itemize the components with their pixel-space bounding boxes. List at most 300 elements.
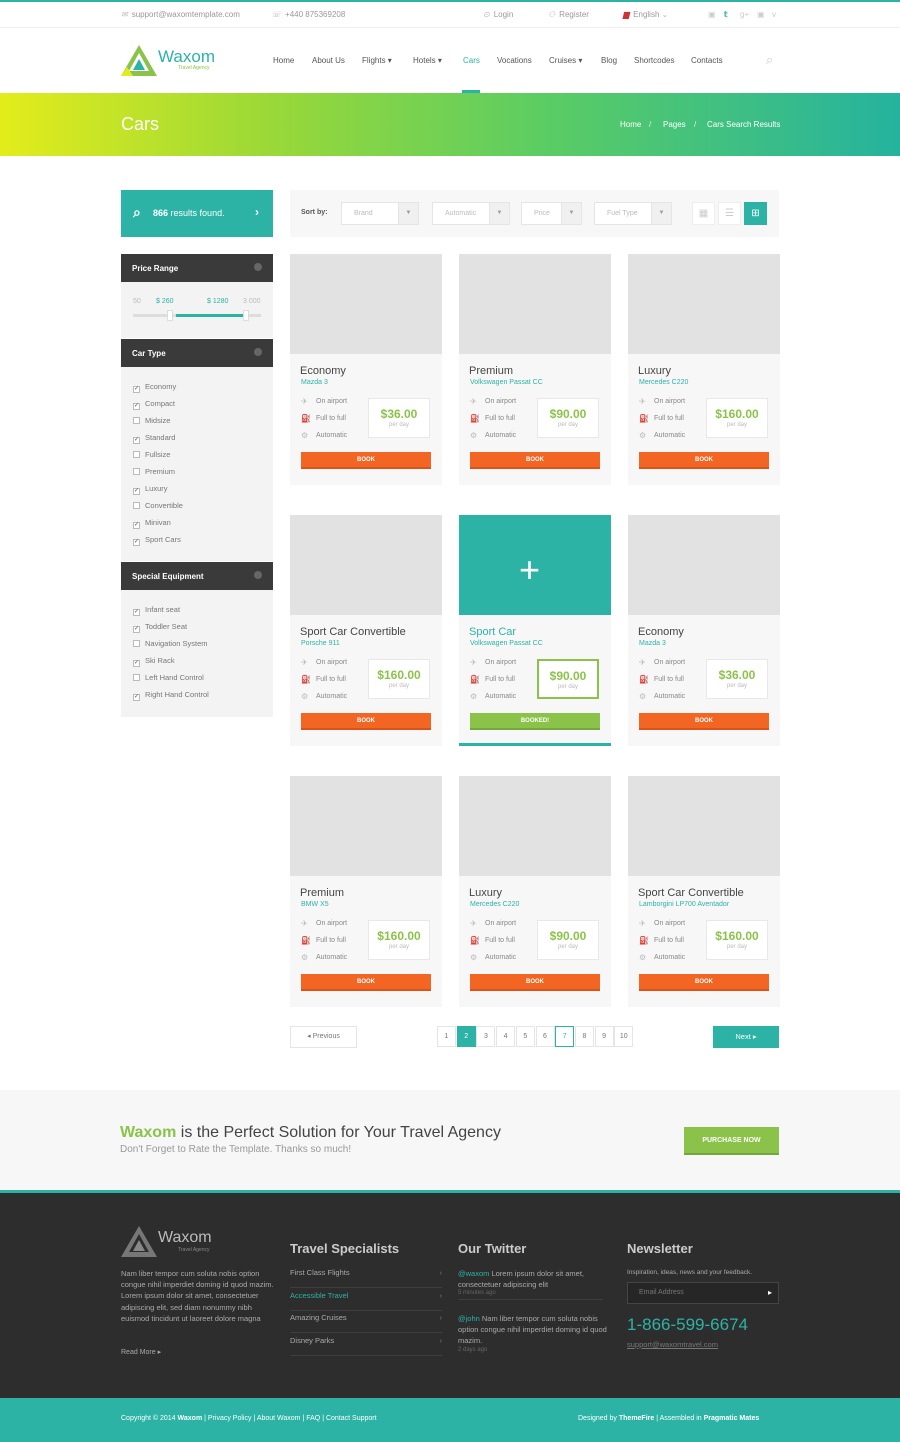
mail-icon: ✉ [121, 10, 128, 19]
nav-shortcodes[interactable]: Shortcodes [634, 56, 675, 65]
car-image[interactable] [459, 515, 611, 615]
per-day-label: per day [557, 944, 578, 950]
nav-hotels[interactable]: Hotels ▾ [413, 56, 442, 65]
page-number-button[interactable]: 4 [496, 1026, 515, 1047]
filter-option[interactable] [133, 467, 175, 476]
car-feature: On airport [485, 659, 517, 666]
grid-view-button[interactable]: ⊞ [744, 202, 767, 225]
chevron-left-icon: ◂ [307, 1033, 313, 1040]
filter-option-label: Minivan [145, 518, 171, 527]
filter-option[interactable] [133, 535, 181, 546]
price-select-value: Price [534, 210, 550, 217]
collapse-icon[interactable] [254, 263, 262, 271]
chevron-right-icon: › [439, 1290, 442, 1300]
specialists-title: Travel Specialists [290, 1241, 400, 1256]
fuel-type-select[interactable] [594, 202, 672, 225]
logo-tagline: Travel Agency [178, 65, 210, 71]
breadcrumb-pages[interactable]: Pages [663, 120, 686, 129]
nav-blog[interactable]: Blog [601, 56, 618, 65]
car-name[interactable]: Luxury [638, 365, 672, 377]
divider [458, 1299, 603, 1300]
bottom-left: Copyright © 2014 Waxom | Privacy Policy | About Waxom | FAQ | Contact Support [121, 1415, 377, 1422]
specialist-link[interactable] [290, 1336, 442, 1356]
filter-option[interactable] [133, 416, 170, 425]
filter-option[interactable] [133, 433, 175, 444]
gear-icon: ⚙ [639, 953, 647, 962]
filter-option[interactable] [133, 639, 208, 648]
contact-support-link[interactable]: Contact Support [325, 1415, 377, 1422]
checkbox-unchecked[interactable] [133, 468, 140, 475]
per-day-label: per day [557, 684, 578, 690]
filter-option[interactable] [133, 484, 168, 495]
specialist-label: Disney Parks [290, 1335, 335, 1345]
phone-icon: ☏ [271, 10, 282, 19]
per-day-label: per day [726, 422, 747, 428]
price-slider-handle-high[interactable] [243, 310, 249, 321]
newsletter-text: Inspiration, ideas, news and your feedback. [627, 1269, 753, 1276]
page-number-button[interactable]: 10 [614, 1026, 633, 1047]
car-model: Volkswagen Passat CC [470, 640, 543, 647]
designer-link[interactable]: ThemeFire [618, 1415, 655, 1422]
book-button[interactable]: BOOK [639, 974, 769, 991]
airplane-icon: ✈ [639, 397, 646, 406]
sort-label: Sort by: [301, 209, 328, 216]
checkbox-checked[interactable]: ✓ [134, 437, 140, 443]
tweet [458, 1268, 608, 1290]
car-price: $160.00 [377, 668, 421, 682]
fuel-icon: ⛽ [639, 936, 649, 945]
footer-phone: 1-866-599-6674 [627, 1315, 748, 1334]
bottom-bar [0, 1398, 900, 1442]
assembler-link[interactable]: Pragmatic Mates [703, 1415, 760, 1422]
filter-option-label: Premium [145, 467, 176, 476]
gear-icon: ⚙ [301, 431, 309, 440]
page-number-button[interactable]: 9 [595, 1026, 614, 1047]
fuel-icon: ⛽ [470, 414, 480, 423]
submit-arrow-icon[interactable]: ▸ [767, 1288, 772, 1297]
car-feature: On airport [316, 920, 348, 927]
car-feature: On airport [485, 398, 517, 405]
car-feature: On airport [654, 398, 686, 405]
footer-about-text: Nam liber tempor cum soluta nobis option congue nihil imperdiet doming id quod mazim. Lorem ipsum dolor sit amet, consectetuer adipiscing elit, sed diam nonummy nibh euismod tincidunt ut laoreet dolore magna [121, 1269, 274, 1323]
plus-icon[interactable]: + [519, 549, 541, 590]
car-model: Mazda 3 [639, 640, 666, 647]
car-image[interactable] [290, 515, 442, 615]
price-slider-fill [176, 314, 248, 317]
results-suffix: results found. [170, 208, 225, 218]
car-image[interactable] [628, 776, 780, 876]
checkbox-unchecked[interactable] [133, 451, 140, 458]
book-button[interactable]: BOOK [470, 452, 600, 469]
gear-icon: ⚙ [470, 953, 478, 962]
car-card[interactable] [628, 776, 780, 1007]
checkbox-checked[interactable]: ✓ [134, 626, 140, 632]
footer [0, 1190, 900, 1398]
collapse-icon[interactable] [254, 348, 262, 356]
car-card[interactable] [290, 776, 442, 1007]
car-feature: Automatic [316, 954, 348, 961]
cta-headline-text: is the Perfect Solution for Your Travel Agency [176, 1124, 501, 1141]
car-price: $90.00 [549, 669, 587, 683]
price-box [537, 659, 599, 699]
instagram-icon[interactable]: ▣ [757, 10, 765, 19]
car-card[interactable] [290, 515, 442, 746]
read-more-link[interactable] [121, 1348, 161, 1356]
price-select[interactable] [521, 202, 582, 225]
car-card[interactable] [459, 254, 611, 485]
collapse-icon[interactable] [254, 571, 262, 579]
fuel-icon: ⛽ [639, 675, 649, 684]
tweet-handle[interactable]: @waxom [458, 1269, 490, 1278]
car-feature: Automatic [654, 432, 686, 439]
filter-option-label: Toddler Seat [145, 622, 188, 631]
page-number-button[interactable]: 2 [457, 1026, 476, 1047]
car-feature: Automatic [485, 693, 517, 700]
page-number-button[interactable]: 8 [575, 1026, 594, 1047]
book-button[interactable]: BOOK [301, 452, 431, 469]
filter-option[interactable] [133, 605, 180, 616]
car-image[interactable] [628, 515, 780, 615]
fuel-icon: ⛽ [470, 936, 480, 945]
car-model: BMW X5 [301, 901, 329, 908]
airplane-icon: ✈ [470, 919, 477, 928]
car-feature: Automatic [654, 693, 686, 700]
brand-select-value: Brand [354, 210, 373, 217]
list-view-button[interactable]: ☰ [718, 202, 741, 225]
page-number-button[interactable]: 1 [437, 1026, 456, 1047]
book-button[interactable]: BOOK [639, 452, 769, 469]
newsletter-email-input[interactable] [627, 1282, 779, 1304]
car-card[interactable] [459, 776, 611, 1007]
chevron-down-icon: ▼ [398, 203, 418, 224]
car-model: Mercedes C220 [470, 901, 520, 908]
car-name[interactable]: Economy [638, 626, 684, 638]
topbar-email[interactable]: ✉ support@waxomtemplate.com [121, 10, 240, 19]
next-label: Next [735, 1032, 751, 1041]
car-feature: On airport [316, 659, 348, 666]
gear-icon: ⚙ [301, 953, 309, 962]
price-box [537, 398, 599, 438]
car-card[interactable] [290, 254, 442, 485]
page-number-button[interactable]: 7 [555, 1026, 574, 1047]
filter-option-label: Convertible [145, 501, 183, 510]
tweet-handle[interactable]: @john [458, 1314, 480, 1323]
twitter-title: Our Twitter [458, 1241, 527, 1256]
tweet-time: 5 minutes ago [458, 1290, 496, 1296]
car-image[interactable] [459, 254, 611, 354]
logo-icon[interactable] [121, 1226, 157, 1258]
book-button[interactable]: BOOK [470, 974, 600, 991]
per-day-label: per day [388, 944, 409, 950]
car-model: Mazda 3 [301, 379, 328, 386]
car-feature: Full to full [316, 415, 346, 422]
car-name[interactable]: Sport Car [469, 626, 517, 638]
tweet-text: Nam liber tempor cum soluta nobis option congue nihil imperdiet doming id quod mazim. [458, 1314, 607, 1345]
specialist-link[interactable] [290, 1268, 442, 1288]
checkbox-checked[interactable]: ✓ [134, 694, 140, 700]
price-high-value: $ 1280 [207, 298, 229, 305]
car-image[interactable] [628, 254, 780, 354]
car-model: Lamborgini LP700 Aventador [639, 901, 730, 908]
price-range-panel [121, 282, 273, 338]
price-box [706, 659, 768, 699]
next-page-button[interactable] [713, 1026, 779, 1048]
filter-option-label: Standard [145, 433, 176, 442]
car-feature: Automatic [654, 954, 686, 961]
copyright-brand: Waxom [177, 1415, 203, 1422]
search-icon[interactable]: ⌕ [766, 52, 774, 67]
price-box [368, 659, 430, 699]
filter-option-label: Fullsize [145, 450, 171, 459]
nav-vocations[interactable]: Vocations [497, 56, 532, 65]
per-day-label: per day [388, 422, 409, 428]
car-feature: Full to full [654, 415, 684, 422]
checkbox-unchecked[interactable] [133, 674, 140, 681]
language-select[interactable]: ▆ English ⌄ [623, 10, 669, 19]
fuel-icon: ⛽ [301, 936, 311, 945]
google-plus-icon[interactable]: g+ [740, 10, 750, 19]
car-type-title: Car Type [132, 349, 166, 358]
car-feature: Automatic [316, 432, 348, 439]
car-feature: Full to full [316, 937, 346, 944]
specialist-label: Amazing Cruises [290, 1313, 347, 1322]
specialist-link[interactable] [290, 1291, 442, 1311]
filter-option[interactable] [133, 382, 176, 393]
airplane-icon: ✈ [470, 658, 477, 667]
chevron-right-icon: › [439, 1335, 442, 1345]
special-equipment-panel [121, 590, 273, 717]
car-image[interactable] [459, 776, 611, 876]
car-feature: On airport [654, 659, 686, 666]
filter-option-label: Sport Cars [145, 535, 181, 544]
car-feature: Automatic [485, 954, 517, 961]
brand-select[interactable] [341, 202, 419, 225]
filter-option-label: Infant seat [145, 605, 181, 614]
checkbox-checked[interactable]: ✓ [134, 522, 140, 528]
login-link[interactable]: ⊙ Login [483, 10, 514, 19]
specialist-link[interactable] [290, 1313, 442, 1333]
per-day-label: per day [726, 683, 747, 689]
filter-option-label: Economy [145, 382, 177, 391]
active-card-underline [459, 743, 611, 746]
car-type-header[interactable] [121, 339, 273, 367]
car-name[interactable]: Premium [469, 365, 514, 377]
per-day-label: per day [726, 944, 747, 950]
car-feature: On airport [654, 920, 686, 927]
search-icon: ⌕ [133, 204, 141, 220]
assembled-in-label: Assembled in [659, 1415, 702, 1422]
vimeo-icon[interactable]: v [772, 10, 776, 19]
fuel-icon: ⛽ [301, 414, 311, 423]
car-price: $160.00 [715, 407, 759, 421]
filter-option-label: Compact [145, 399, 176, 408]
car-feature: On airport [485, 920, 517, 927]
transmission-select-value: Automatic [445, 210, 477, 217]
gear-icon: ⚙ [470, 692, 478, 701]
fuel-icon: ⛽ [301, 675, 311, 684]
car-feature: Automatic [316, 693, 348, 700]
car-card[interactable] [628, 515, 780, 746]
login-icon: ⊙ [483, 10, 490, 19]
email-placeholder: Email Address [639, 1289, 684, 1296]
topbar-phone: ☏ +440 875369208 [271, 10, 346, 19]
results-found-box[interactable] [121, 190, 273, 237]
filter-option[interactable] [133, 690, 209, 701]
price-box [706, 920, 768, 960]
cta-section [0, 1090, 900, 1190]
chevron-down-icon: ▼ [489, 203, 509, 224]
gear-icon: ⚙ [639, 431, 647, 440]
price-range-title: Price Range [132, 264, 179, 273]
nav-home[interactable]: Home [273, 56, 295, 65]
per-day-label: per day [388, 683, 409, 689]
breadcrumb-current: Cars Search Results [707, 120, 781, 129]
checkbox-checked[interactable]: ✓ [134, 403, 140, 409]
car-name[interactable]: Sport Car Convertible [300, 626, 406, 638]
transmission-select[interactable] [432, 202, 510, 225]
privacy-policy-link[interactable]: Privacy Policy [207, 1415, 252, 1422]
car-price: $90.00 [549, 407, 587, 421]
gear-icon: ⚙ [470, 431, 478, 440]
filter-option[interactable] [133, 656, 175, 667]
book-button[interactable]: BOOK [301, 713, 431, 730]
car-model: Porsche 911 [301, 640, 340, 647]
chevron-right-icon: › [439, 1313, 442, 1322]
facebook-icon[interactable]: ▣ [708, 10, 716, 19]
airplane-icon: ✈ [639, 919, 646, 928]
read-more-label: Read More [121, 1349, 156, 1356]
cta-brand: Waxom [120, 1124, 177, 1141]
car-image[interactable] [290, 776, 442, 876]
filter-option-label: Left Hand Control [145, 673, 204, 682]
newsletter-title: Newsletter [627, 1241, 693, 1256]
car-card[interactable] [628, 254, 780, 485]
price-box [368, 920, 430, 960]
designed-by-label: Designed by [578, 1415, 617, 1422]
car-feature: Full to full [316, 676, 346, 683]
special-equipment-header[interactable] [121, 562, 273, 590]
filter-option[interactable] [133, 501, 183, 510]
breadcrumb-home[interactable]: Home [620, 120, 642, 129]
car-feature: Full to full [654, 937, 684, 944]
special-equipment-title: Special Equipment [132, 572, 204, 581]
twitter-icon[interactable]: 𝕥 [724, 10, 728, 19]
breadcrumb-separator: / [649, 120, 652, 129]
car-price: $160.00 [715, 929, 759, 943]
page-number-button[interactable]: 5 [516, 1026, 535, 1047]
copyright-text: Copyright © 2014 [121, 1415, 176, 1422]
page-title: Cars [121, 114, 160, 134]
chevron-right-icon: ▸ [155, 1349, 162, 1356]
checkbox-checked[interactable]: ✓ [134, 609, 140, 615]
filter-option-label: Right Hand Control [145, 690, 209, 699]
header [0, 28, 900, 93]
car-card[interactable] [459, 515, 611, 746]
filter-option-label: Navigation System [145, 639, 208, 648]
breadcrumb-separator: / [694, 120, 697, 129]
checkbox-unchecked[interactable] [133, 640, 140, 647]
about-waxom-link[interactable]: About Waxom [256, 1415, 301, 1422]
filter-option[interactable] [133, 673, 204, 682]
grid-small-view-button[interactable]: ▦ [692, 202, 715, 225]
bottom-right: Designed by ThemeFire | Assembled in Pragmatic Mates [578, 1415, 760, 1422]
fuel-icon: ⛽ [470, 675, 480, 684]
logo-name[interactable]: Waxom [158, 47, 215, 66]
car-feature: Full to full [485, 676, 515, 683]
car-name[interactable]: Luxury [469, 887, 503, 899]
checkbox-unchecked[interactable] [133, 502, 140, 509]
price-range-header[interactable] [121, 254, 273, 282]
fuel-icon: ⛽ [639, 414, 649, 423]
checkbox-checked[interactable]: ✓ [134, 660, 140, 666]
sort-bar [290, 190, 779, 237]
price-min-label: 50 [133, 298, 141, 305]
price-slider-handle-low[interactable] [167, 310, 173, 321]
airplane-icon: ✈ [639, 658, 646, 667]
checkbox-checked[interactable]: ✓ [134, 488, 140, 494]
filter-option[interactable] [133, 622, 187, 633]
filter-option-label: Luxury [145, 484, 168, 493]
purchase-now-button[interactable]: PURCHASE NOW [684, 1127, 779, 1155]
car-feature: Automatic [485, 432, 517, 439]
car-name[interactable]: Premium [300, 887, 345, 899]
car-name[interactable]: Economy [300, 365, 346, 377]
chevron-down-icon: ▼ [561, 203, 581, 224]
page-number-button[interactable]: 3 [476, 1026, 495, 1047]
nav-about[interactable]: About Us [312, 56, 345, 65]
price-box [706, 398, 768, 438]
footer-email-link[interactable]: support@waxomtravel.com [627, 1340, 718, 1349]
car-price: $36.00 [380, 407, 418, 421]
book-button[interactable]: BOOK [301, 974, 431, 991]
register-link[interactable]: ⚇ Register [548, 10, 589, 19]
specialist-label: Accessible Travel [290, 1290, 349, 1300]
nav-cruises[interactable]: Cruises ▾ [549, 56, 583, 65]
nav-cars[interactable]: Cars [463, 56, 480, 65]
booked-button[interactable]: BOOKED! [470, 713, 600, 730]
filter-option[interactable] [133, 399, 175, 410]
tweet-text: Lorem ipsum dolor sit amet, consectetuer adipiscing elit [458, 1269, 584, 1289]
car-name[interactable]: Sport Car Convertible [638, 887, 744, 899]
previous-page-button[interactable] [290, 1026, 357, 1048]
airplane-icon: ✈ [301, 658, 308, 667]
filter-option[interactable] [133, 518, 171, 529]
gear-icon: ⚙ [301, 692, 309, 701]
page-number-button[interactable]: 6 [536, 1026, 555, 1047]
airplane-icon: ✈ [470, 397, 477, 406]
faq-link[interactable]: FAQ [306, 1415, 321, 1422]
nav-flights[interactable]: Flights ▾ [362, 56, 392, 65]
checkbox-checked[interactable]: ✓ [134, 539, 140, 545]
per-day-label: per day [557, 422, 578, 428]
car-image[interactable] [290, 254, 442, 354]
page-banner [0, 93, 900, 156]
checkbox-checked[interactable]: ✓ [134, 386, 140, 392]
checkbox-unchecked[interactable] [133, 417, 140, 424]
book-button[interactable]: BOOK [639, 713, 769, 730]
filter-option-label: Midsize [145, 416, 171, 425]
footer-logo-tagline: Travel Agency [178, 1247, 210, 1253]
tweet-time: 2 days ago [458, 1347, 488, 1353]
logo-icon[interactable] [121, 45, 157, 77]
chevron-right-icon: › [255, 205, 259, 219]
flag-uk-icon: ▆ [623, 10, 630, 19]
price-slider-track[interactable] [133, 314, 261, 317]
filter-option[interactable] [133, 450, 170, 459]
car-feature: Full to full [485, 415, 515, 422]
nav-contacts[interactable]: Contacts [691, 56, 723, 65]
airplane-icon: ✈ [301, 919, 308, 928]
